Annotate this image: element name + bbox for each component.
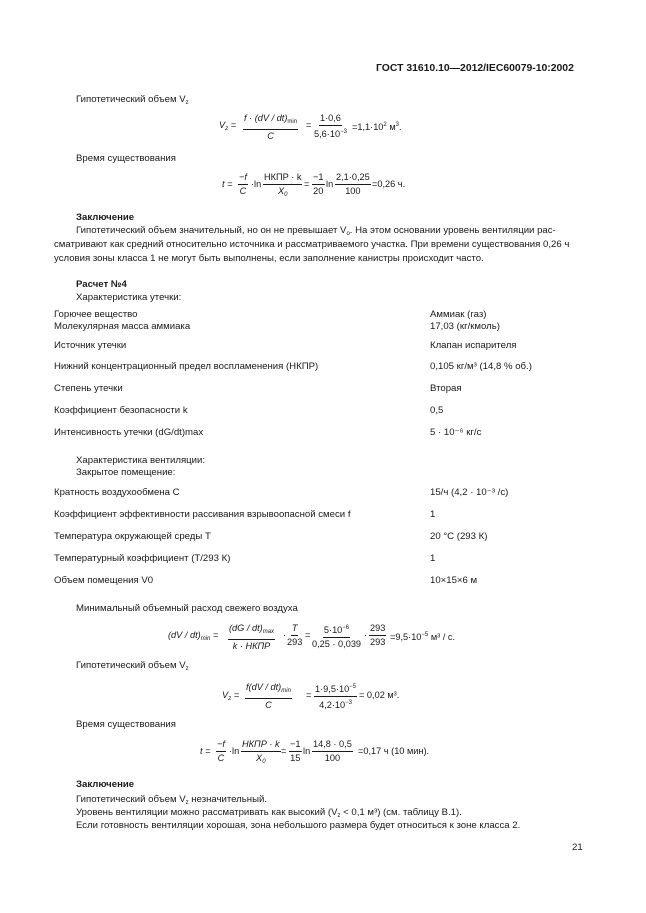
hyp-volume-label-2: Гипотетический объем $V_z$	[76, 660, 189, 672]
time-label-2: Время существования	[76, 719, 176, 730]
conclusion-line: Если готовность вентиляции хорошая, зона небольшого размера будет относиться к зоне класса 2.	[76, 820, 521, 831]
conclusion-text-1c: условия зоны класса 1 не могут быть выполнены, если заполнение канистры происходит часто.	[54, 253, 484, 264]
conclusion-text-1a: Гипотетический объем значительный, но он не превышает $V_о$. На этом основании уровень вентиляции рас-	[76, 225, 556, 237]
conclusion-title-2: Заключение	[76, 779, 135, 790]
conclusion-line: Уровень вентиляции можно рассматривать как высокий ($V_z < 0,1$ м³) (см. таблицу В.1).	[76, 807, 462, 819]
leak-header: Характеристика утечки:	[76, 292, 182, 303]
time-label-1: Время существования	[76, 153, 176, 164]
vent-sub-header: Закрытое помещение:	[76, 467, 176, 478]
page-number: 21	[572, 842, 583, 853]
conclusion-line: Гипотетический объем $V_z$ незначительный.	[76, 794, 267, 806]
document-header: ГОСТ 31610.10—2012/IEC60079-10:2002	[376, 63, 574, 74]
conclusion-title-1: Заключение	[76, 212, 135, 223]
vent-header: Характеристика вентиляции:	[76, 455, 206, 466]
min-flow-label: Минимальный объемный расход свежего воздуха	[76, 603, 298, 614]
calc4-title: Расчет №4	[76, 279, 127, 290]
conclusion-text-1b: сматривают как средний относительно источника и рассматриваемого участка. При времени существования 0,26 ч	[54, 239, 570, 250]
hyp-volume-label: Гипотетический объем $V_z$	[76, 94, 189, 106]
